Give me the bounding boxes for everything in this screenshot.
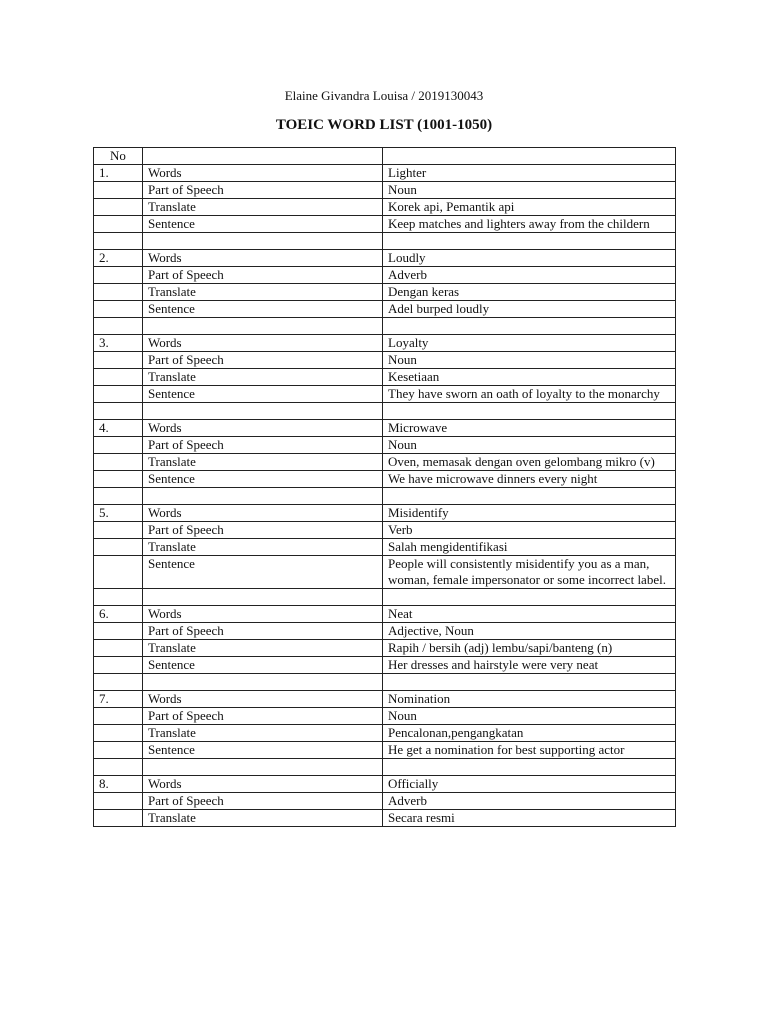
field-label: Sentence — [143, 742, 383, 759]
entry-number — [94, 539, 143, 556]
table-row — [94, 250, 676, 267]
field-label: Translate — [143, 454, 383, 471]
field-label: Words — [143, 335, 383, 352]
spacer-cell — [94, 318, 143, 335]
entry-number — [94, 708, 143, 725]
field-label: Sentence — [143, 301, 383, 318]
spacer-cell — [143, 759, 383, 776]
field-label: Translate — [143, 284, 383, 301]
table-row — [94, 606, 676, 623]
spacer-row — [94, 589, 676, 606]
field-label: Words — [143, 606, 383, 623]
entry-number: 7. — [94, 691, 143, 708]
field-value: Microwave — [383, 420, 676, 437]
table-row — [94, 471, 676, 488]
field-label: Words — [143, 505, 383, 522]
table-row — [94, 810, 676, 827]
spacer-cell — [143, 674, 383, 691]
table-row — [94, 657, 676, 674]
spacer-cell — [143, 488, 383, 505]
entry-number — [94, 471, 143, 488]
field-value: Noun — [383, 708, 676, 725]
entry-number — [94, 182, 143, 199]
entry-number — [94, 742, 143, 759]
field-label: Translate — [143, 640, 383, 657]
table-row — [94, 623, 676, 640]
spacer-row — [94, 674, 676, 691]
field-value: He get a nomination for best supporting actor — [383, 742, 676, 759]
field-label: Translate — [143, 539, 383, 556]
field-label: Part of Speech — [143, 623, 383, 640]
table-row — [94, 301, 676, 318]
field-label: Words — [143, 250, 383, 267]
field-value: Lighter — [383, 165, 676, 182]
table-row — [94, 454, 676, 471]
field-value: Secara resmi — [383, 810, 676, 827]
field-label: Part of Speech — [143, 267, 383, 284]
field-label: Translate — [143, 725, 383, 742]
table-row — [94, 556, 676, 589]
spacer-cell — [383, 589, 676, 606]
entry-number: 1. — [94, 165, 143, 182]
entry-number — [94, 267, 143, 284]
field-label: Words — [143, 165, 383, 182]
spacer-cell — [143, 233, 383, 250]
field-label: Part of Speech — [143, 182, 383, 199]
field-label: Part of Speech — [143, 352, 383, 369]
field-value: Korek api, Pemantik api — [383, 199, 676, 216]
table-row — [94, 284, 676, 301]
spacer-cell — [94, 674, 143, 691]
field-label: Part of Speech — [143, 708, 383, 725]
table-row — [94, 216, 676, 233]
field-value: Pencalonan,pengangkatan — [383, 725, 676, 742]
table-row — [94, 182, 676, 199]
entry-number: 2. — [94, 250, 143, 267]
table-row — [94, 640, 676, 657]
field-value: Noun — [383, 437, 676, 454]
field-label: Words — [143, 776, 383, 793]
spacer-cell — [383, 403, 676, 420]
spacer-cell — [143, 589, 383, 606]
field-label: Translate — [143, 810, 383, 827]
field-label: Sentence — [143, 657, 383, 674]
entry-number: 6. — [94, 606, 143, 623]
header-field — [143, 148, 383, 165]
table-row — [94, 725, 676, 742]
field-label: Sentence — [143, 556, 383, 589]
table-row — [94, 742, 676, 759]
table-row — [94, 386, 676, 403]
field-value: Loudly — [383, 250, 676, 267]
spacer-row — [94, 233, 676, 250]
entry-number — [94, 301, 143, 318]
field-value: Keep matches and lighters away from the childern — [383, 216, 676, 233]
field-value: Her dresses and hairstyle were very neat — [383, 657, 676, 674]
entry-number — [94, 793, 143, 810]
spacer-cell — [94, 403, 143, 420]
field-value: We have microwave dinners every night — [383, 471, 676, 488]
table-header-row — [94, 148, 676, 165]
entry-number — [94, 352, 143, 369]
entry-number — [94, 284, 143, 301]
spacer-cell — [143, 403, 383, 420]
field-value: Rapih / bersih (adj) lembu/sapi/banteng (n) — [383, 640, 676, 657]
field-value: They have sworn an oath of loyalty to the monarchy — [383, 386, 676, 403]
field-label: Sentence — [143, 471, 383, 488]
spacer-cell — [383, 233, 676, 250]
document-title: TOEIC WORD LIST (1001-1050) — [275, 117, 493, 133]
table-row — [94, 335, 676, 352]
field-value: Adverb — [383, 793, 676, 810]
spacer-cell — [383, 488, 676, 505]
field-label: Translate — [143, 369, 383, 386]
header-no: No — [94, 148, 143, 165]
table-row — [94, 708, 676, 725]
field-value: Salah mengidentifikasi — [383, 539, 676, 556]
field-value: Officially — [383, 776, 676, 793]
field-label: Part of Speech — [143, 437, 383, 454]
entry-number: 5. — [94, 505, 143, 522]
field-value: People will consistently misidentify you as a man, woman, female impersonator or some incorrect label. — [383, 556, 676, 589]
entry-number: 4. — [94, 420, 143, 437]
entry-number — [94, 657, 143, 674]
spacer-row — [94, 488, 676, 505]
table-row — [94, 199, 676, 216]
spacer-cell — [94, 233, 143, 250]
field-label: Part of Speech — [143, 522, 383, 539]
spacer-cell — [94, 488, 143, 505]
table-row — [94, 793, 676, 810]
field-value: Neat — [383, 606, 676, 623]
entry-number — [94, 454, 143, 471]
entry-number — [94, 216, 143, 233]
table-row — [94, 522, 676, 539]
table-row — [94, 437, 676, 454]
entry-number — [94, 640, 143, 657]
spacer-cell — [143, 318, 383, 335]
spacer-row — [94, 403, 676, 420]
entry-number — [94, 437, 143, 454]
table-row — [94, 420, 676, 437]
entry-number: 8. — [94, 776, 143, 793]
spacer-cell — [94, 589, 143, 606]
field-value: Noun — [383, 182, 676, 199]
entry-number — [94, 725, 143, 742]
field-value: Dengan keras — [383, 284, 676, 301]
spacer-cell — [383, 759, 676, 776]
entry-number — [94, 522, 143, 539]
spacer-row — [94, 759, 676, 776]
entry-number — [94, 556, 143, 589]
entry-number — [94, 369, 143, 386]
field-value: Loyalty — [383, 335, 676, 352]
author-line: Elaine Givandra Louisa / 2019130043 — [284, 88, 484, 103]
spacer-cell — [94, 759, 143, 776]
field-value: Verb — [383, 522, 676, 539]
entry-number — [94, 623, 143, 640]
field-value: Adel burped loudly — [383, 301, 676, 318]
spacer-cell — [383, 318, 676, 335]
field-label: Translate — [143, 199, 383, 216]
word-list-table — [93, 147, 676, 827]
field-label: Words — [143, 420, 383, 437]
field-value: Noun — [383, 352, 676, 369]
table-row — [94, 691, 676, 708]
entry-number — [94, 199, 143, 216]
table-row — [94, 539, 676, 556]
entry-number — [94, 810, 143, 827]
entry-number — [94, 386, 143, 403]
entry-number: 3. — [94, 335, 143, 352]
field-value: Kesetiaan — [383, 369, 676, 386]
field-label: Part of Speech — [143, 793, 383, 810]
word-list-body — [94, 148, 676, 827]
field-value: Adjective, Noun — [383, 623, 676, 640]
spacer-row — [94, 318, 676, 335]
field-label: Sentence — [143, 386, 383, 403]
table-row — [94, 369, 676, 386]
field-value: Oven, memasak dengan oven gelombang mikro (v) — [383, 454, 676, 471]
table-row — [94, 505, 676, 522]
table-row — [94, 267, 676, 284]
field-value: Nomination — [383, 691, 676, 708]
spacer-cell — [383, 674, 676, 691]
table-row — [94, 776, 676, 793]
field-value: Adverb — [383, 267, 676, 284]
header-value — [383, 148, 676, 165]
field-label: Sentence — [143, 216, 383, 233]
field-label: Words — [143, 691, 383, 708]
table-row — [94, 165, 676, 182]
field-value: Misidentify — [383, 505, 676, 522]
table-row — [94, 352, 676, 369]
